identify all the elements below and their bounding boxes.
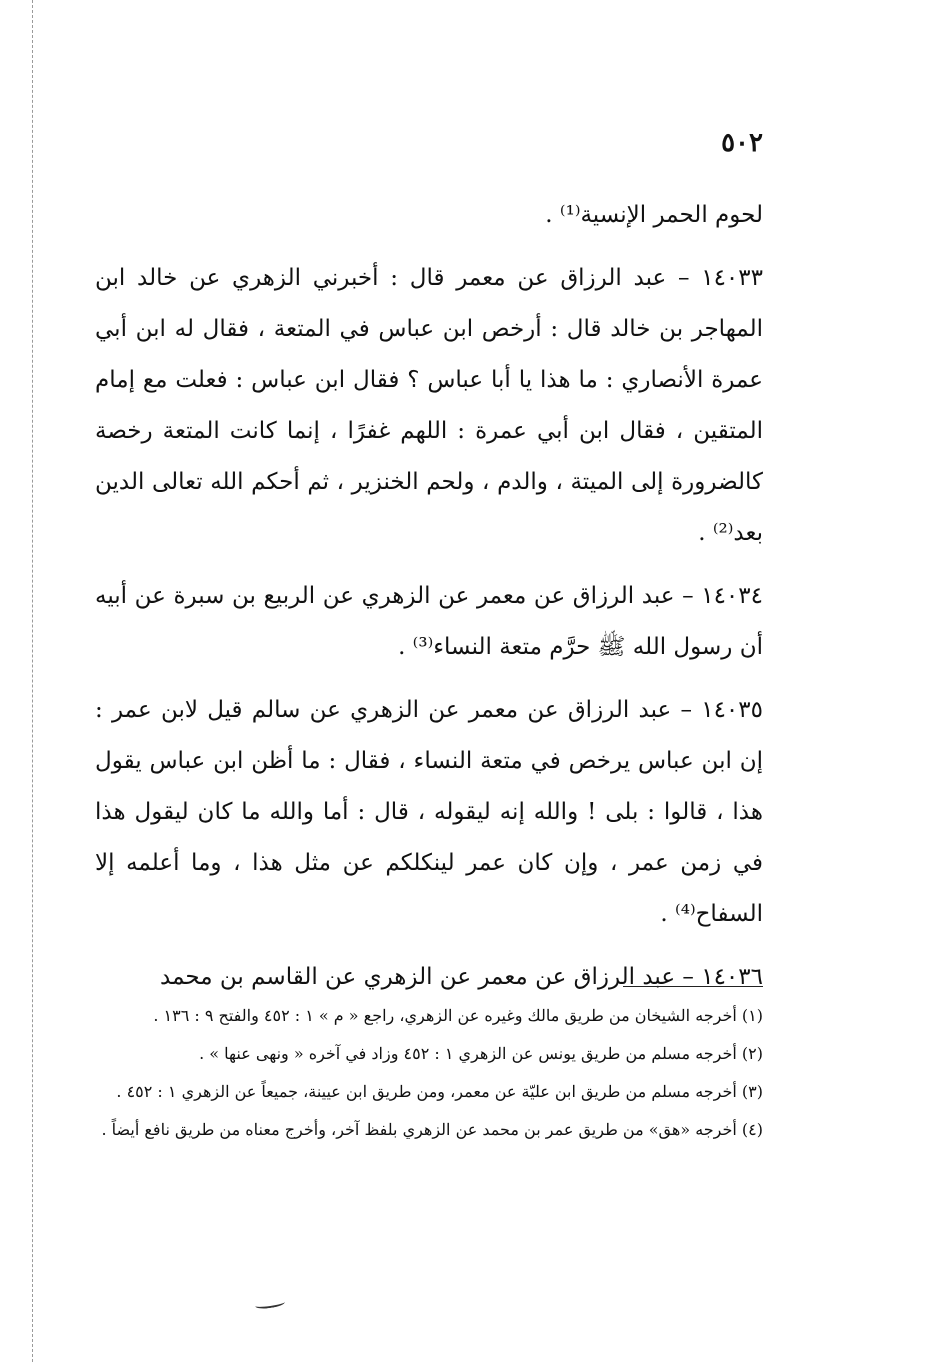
document-page [95, 0, 763, 1362]
hadith-14036: ١٤٠٣٦ – عبد الرزاق عن معمر عن الزهري عن القاسم بن محمد [160, 964, 763, 990]
footnote-3: (٣) أخرجه مسلم من طريق ابن عليّة عن معمر، ومن طريق ابن عيينة، جميعاً عن الزهري ١ : ٤٥٢ . [116, 1082, 763, 1101]
footnote-4: (٤) أخرجه «هق» من طريق عمر بن محمد عن الزهري بلفظ آخر، وأخرج معناه من طريق نافع أيضاً . [101, 1120, 763, 1139]
footnote-1: (١) أخرجه الشيخان من طريق مالك وغيره عن الزهري، راجع « م » ١ : ٤٥٢ والفتح ٩ : ١٣٦ . [153, 1006, 763, 1025]
footnotes [95, 1000, 763, 1152]
page-edge-dashed-line [32, 0, 33, 1362]
hadith-14033: ١٤٠٣٣ – عبد الرزاق عن معمر قال : أخبرني الزهري عن خالد ابن المهاجر بن خالد قال : أرخص ابن عباس في المتعة ، فقال له ابن أبي عمرة الأنصاري : ما هذا يا أبا عباس ؟ فقال ابن عباس : فعلت مع إمام المتقين ، فقال ابن أبي عمرة : اللهم غفرًا ، إنما كانت المتعة رخصة كالضرورة إلى الميتة ، والدم ، ولحم الخنزير ، ثم أحكم الله تعالى الدين بعد⁽²⁾ . [95, 265, 763, 546]
hadith-14035: ١٤٠٣٥ – عبد الرزاق عن معمر عن الزهري عن سالم قيل لابن عمر : إن ابن عباس يرخص في متعة النساء ، فقال : ما أظن ابن عباس يقول هذا ، قالوا : بلى ! والله إنه ليقوله ، قال : أما والله ما كان ليقول هذا في زمن عمر ، وإن كان عمر لينكلكم عن مثل هذا ، وما أعلمه إلا السفاح⁽⁴⁾ . [95, 697, 763, 927]
page-number: ٥٠٢ [721, 128, 763, 158]
footnote-separator [623, 986, 763, 987]
hadith-14034: ١٤٠٣٤ – عبد الرزاق عن معمر عن الزهري عن الربيع بن سبرة عن أبيه أن رسول الله ﷺ حرَّم متعة النساء⁽³⁾ . [95, 583, 763, 660]
main-text-body [95, 190, 763, 1015]
paragraph-continuation: لحوم الحمر الإنسية⁽¹⁾ . [545, 202, 763, 228]
footnote-2: (٢) أخرجه مسلم من طريق يونس عن الزهري ١ : ٤٥٢ وزاد في آخره « ونهى عنها » . [199, 1044, 763, 1063]
